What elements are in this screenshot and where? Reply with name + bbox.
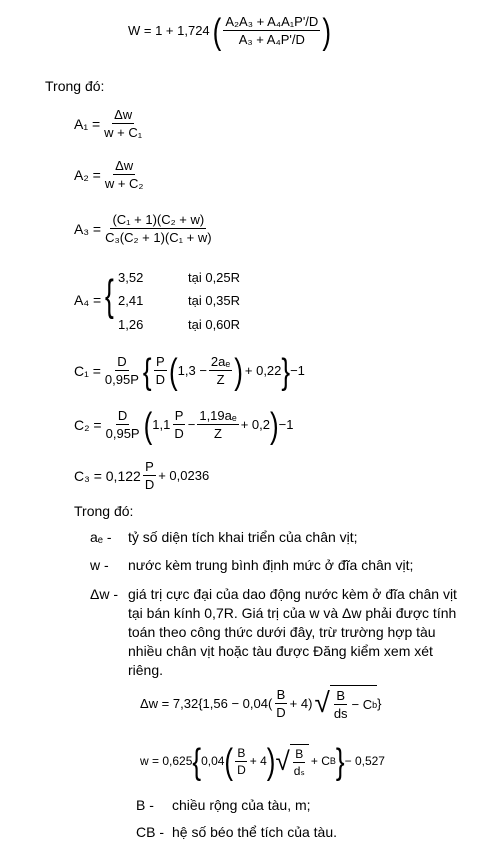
a4-value-2: 2,41 (118, 293, 144, 308)
definition-key: CB - (136, 824, 164, 840)
dw-frac-1 (274, 687, 287, 720)
a4-value-3: 1,26 (118, 317, 144, 332)
c3-lhs: C₃ = 0,122 (74, 467, 141, 484)
definition-key: B - (136, 797, 154, 813)
definition-key: aₑ - (90, 529, 112, 545)
dw-frac-2-den: ds (333, 706, 348, 721)
c3-frac (143, 459, 156, 492)
c2-frac-3-num: 1,19aₑ (199, 408, 237, 423)
definition-text: hệ số béo thể tích của tàu. (172, 824, 338, 840)
definition-text: nước kèm trung bình định mức ở đĩa chân vịt; (128, 557, 414, 573)
dw-lhs: Δw = 7,32{1,56 − 0,04( (140, 695, 273, 711)
definition-key: Δw - (90, 586, 119, 602)
definition-text: chiều rộng của tàu, m; (172, 797, 311, 813)
formula-c2 (74, 403, 294, 446)
a1-fraction (102, 107, 144, 140)
c1-tail: + 0,22 (244, 363, 282, 378)
heading-where-2: Trong đó: (74, 503, 134, 519)
c1-end: −1 (290, 363, 305, 378)
c2-frac-2-den: D (174, 426, 184, 441)
formula-w (140, 740, 385, 782)
c2-minus: − (187, 417, 196, 432)
a3-lhs: A₃ = (74, 220, 102, 237)
dw-frac-1-num: B (276, 686, 286, 702)
a4-brace: { (104, 271, 114, 320)
c2-frac-1 (104, 408, 142, 441)
a4-lhs: A₄ = (74, 292, 102, 308)
w-rc: + C (310, 754, 330, 768)
w-radicand (290, 744, 309, 778)
c1-frac-3 (209, 354, 232, 387)
definition-item (90, 528, 470, 547)
brace-right: } (281, 349, 291, 392)
a4-cond-1: tại 0,25R (188, 270, 241, 285)
definition-item (136, 823, 466, 842)
a4-cond-2: tại 0,35R (188, 293, 241, 308)
c2-lhs: C₂ = (74, 416, 102, 433)
a2-den: w + C₂ (104, 176, 144, 191)
dw-radicand (330, 685, 377, 721)
c2-frac-1-den: 0,95P (105, 426, 140, 441)
brace-left: { (142, 349, 152, 392)
paren-left: ( (168, 349, 178, 392)
c2-frac-1-num: D (117, 408, 128, 423)
definition-text: giá trị cực đại của dao động nước kèm ở đĩa chân vịt tại bán kính 0,7R. Giá trị của w và Δw phải được tính toán theo công thức dưới đây, trừ trường hợp tàu nhiều chân vịt hoặc tàu được Đăng kiểm xem xét riêng. (128, 586, 457, 678)
c3-frac-den: D (144, 477, 155, 492)
formula-a2 (74, 158, 147, 191)
c2-frac-2-num: P (174, 408, 184, 423)
formula-w-numerator: A₂A₃ + A₄A₁P'/D (225, 14, 319, 29)
definition-item (90, 585, 470, 680)
c2-tail: + 0,2 (240, 417, 270, 432)
w-rc-sub: B (329, 756, 336, 766)
c1-lhs: C₁ = (74, 362, 101, 379)
paren-left: ( (224, 740, 234, 782)
dw-frac-1-den: D (276, 704, 286, 720)
paren-right: ) (270, 403, 279, 446)
c1-frac-3-num: 2aₑ (210, 354, 231, 369)
a2-fraction (103, 158, 146, 191)
paren-right: ) (266, 740, 276, 782)
formula-c1 (74, 349, 305, 392)
a3-den: C₃(C₂ + 1)(C₁ + w) (105, 230, 212, 245)
c1-frac-1-num: D (117, 354, 127, 369)
w-end: − 0,527 (344, 754, 385, 768)
a1-den: w + C₁ (104, 125, 143, 140)
a1-num: Δw (114, 107, 133, 122)
c1-frac-2-num: P (155, 354, 165, 369)
sqrt-icon: √ (275, 746, 290, 776)
brace-right: } (335, 740, 345, 782)
dw-mid: + 4) (289, 695, 313, 711)
c2-frac-2 (172, 408, 185, 441)
a4-cond-3: tại 0,60R (188, 317, 241, 332)
formula-dw (140, 685, 382, 721)
sqrt-icon: √ (314, 687, 330, 718)
definition-item (90, 556, 470, 575)
formula-w-main (128, 9, 331, 52)
a3-fraction (103, 212, 213, 245)
c2-frac-3 (197, 408, 238, 441)
a3-num: (C₁ + 1)(C₂ + w) (112, 212, 205, 227)
definition-text: tỷ số diện tích khai triển của chân vịt; (128, 529, 358, 545)
brace-left: { (192, 740, 202, 782)
c1-frac-1-den: 0,95P (104, 372, 139, 387)
formula-a1 (74, 107, 146, 140)
paren-left: ( (212, 9, 222, 52)
formula-c3 (74, 459, 209, 492)
dw-rc-sub: b (372, 699, 378, 710)
formula-w-fraction (223, 14, 320, 47)
c1-frac-1 (103, 354, 141, 387)
dw-rc: − C (351, 697, 373, 712)
a2-lhs: A₂ = (74, 166, 101, 183)
formula-w-lhs: W = 1 + 1,724 (128, 23, 210, 38)
formula-a4 (74, 266, 334, 336)
c1-term-a: 1,3 − (177, 363, 207, 378)
paren-left: ( (143, 403, 153, 446)
c3-tail: + 0,0236 (158, 468, 210, 483)
heading-where-1: Trong đó: (45, 78, 105, 94)
w-frac-1 (235, 746, 248, 777)
dw-end: } (377, 695, 382, 711)
paren-right: ) (234, 349, 243, 392)
definition-item (136, 796, 466, 815)
paren-right: ) (322, 9, 331, 52)
c2-end: −1 (278, 417, 294, 432)
c1-frac-2 (154, 354, 167, 387)
dw-frac-2 (332, 688, 350, 721)
w-frac-1-num: B (237, 745, 246, 760)
w-frac-2-den: dₛ (293, 764, 305, 778)
w-frac-2-num: B (295, 747, 304, 761)
w-term-a: 0,04 (201, 754, 225, 768)
a1-lhs: A₁ = (74, 115, 101, 132)
formula-w-denominator: A₃ + A₄P'/D (238, 32, 305, 47)
definition-key: w - (90, 557, 109, 573)
c2-term-a: 1,1 (152, 417, 171, 432)
c3-frac-num: P (145, 459, 154, 474)
w-frac-1-den: D (237, 762, 246, 777)
c1-frac-2-den: D (155, 372, 165, 387)
dw-frac-2-num: B (336, 688, 346, 703)
w-frac-2 (292, 747, 307, 778)
c1-frac-3-den: Z (216, 372, 225, 387)
formula-a3 (74, 212, 216, 245)
w-mid: + 4 (249, 754, 267, 768)
w-lhs: w = 0,625 (140, 754, 193, 768)
a4-value-1: 3,52 (118, 270, 144, 285)
a2-num: Δw (115, 158, 134, 173)
c2-frac-3-den: Z (214, 426, 222, 441)
